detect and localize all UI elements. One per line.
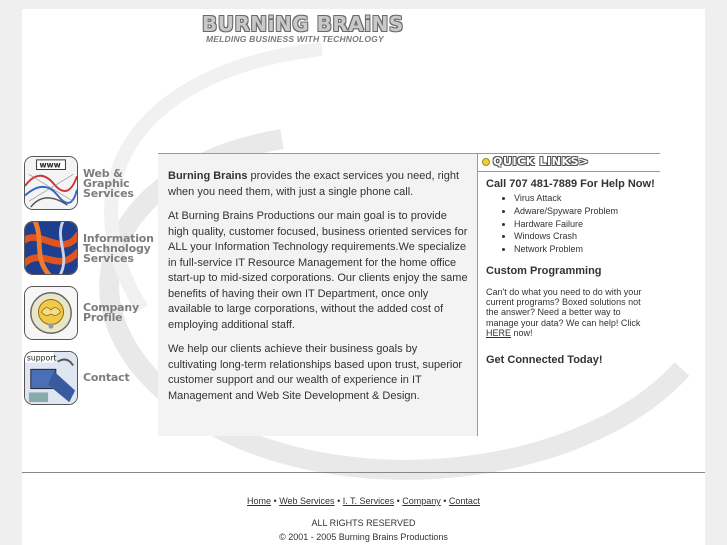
page-canvas [22, 9, 705, 545]
support-phone-icon [24, 351, 78, 405]
here-link[interactable]: HERE [486, 327, 512, 338]
footer-link-it-services[interactable]: I. T. Services [342, 496, 395, 506]
footer-divider [22, 472, 705, 473]
footer-link-contact[interactable]: Contact [448, 496, 480, 506]
nav-label-it: Information Technology Services [83, 232, 154, 265]
help-item[interactable]: • Adware/Spyware Problem [514, 205, 618, 218]
quick-links-header [478, 153, 660, 172]
svg-text:support: support [26, 353, 57, 363]
footer-links: Home • Web Services • I. T. Services • Company • Contact [247, 496, 480, 506]
quick-links-panel [478, 153, 660, 436]
get-connected-heading[interactable]: Get Connected Today! [486, 354, 603, 366]
clients-paragraph: We help our clients achieve their business goals by cultivating long-term relationships based upon trust, superior customer support and our wealth of experience in IT Management and Web Site Development & Design. [168, 343, 463, 402]
footer-copyright: © 2001 - 2005 Burning Brains Productions [279, 532, 448, 542]
call-heading[interactable]: Call 707 481-7889 For Help Now! [486, 178, 655, 190]
nav-web-graphic-services[interactable] [24, 156, 156, 212]
nav-label-contact: Contact [83, 371, 130, 384]
help-item[interactable]: • Hardware Failure [514, 218, 618, 231]
logo-tagline: MELDING BUSINESS WITH TECHNOLOGY [206, 34, 384, 44]
footer-link-home[interactable]: Home [247, 496, 272, 506]
help-list [486, 192, 618, 256]
nav-company-profile[interactable] [24, 286, 156, 342]
footer-rights: ALL RIGHTS RESERVED [311, 518, 416, 528]
help-item[interactable]: • Network Problem [514, 243, 618, 256]
intro-paragraph [168, 169, 469, 200]
intro-brand: Burning Brains [168, 170, 248, 182]
bullet-dot-icon [482, 158, 490, 166]
web-www-icon [24, 156, 78, 210]
brain-icon [24, 286, 78, 340]
nav-contact[interactable] [24, 351, 156, 407]
programming-text: Can't do what you need to do with your current programs? Boxed solutions not the answer? Need a better way to manage your data? We can help! Click HERE now! [486, 287, 642, 338]
brand-logo[interactable] [202, 12, 402, 48]
svg-text:www: www [39, 160, 61, 170]
nav-label-company: Company Profile [83, 301, 139, 324]
help-item[interactable]: • Virus Attack [514, 192, 618, 205]
intro-text: provides the exact services you need, right when you need them, with just a single phone call. [168, 170, 460, 198]
logo-title: BURNiNG BRAiNS [202, 12, 404, 36]
nav-it-services[interactable] [24, 221, 156, 277]
it-cables-icon [24, 221, 78, 275]
help-item[interactable]: • Windows Crash [514, 230, 618, 243]
quick-links-title: QUICK LINKS> [493, 155, 589, 168]
main-content [158, 153, 477, 436]
mission-paragraph: At Burning Brains Productions our main goal is to provide high quality, customer focused, business oriented services for ALL your Information Technology requirements.We specialize in full-service IT Resource Management for the home office start-up to mid-sized corporations. Our clients enjoy the same benefits of having their own IT Department, once only available to large corporations, without the added cost of employing additional staff. [168, 210, 468, 331]
footer-link-company[interactable]: Company [402, 496, 441, 506]
footer-link-web-services[interactable]: Web Services [279, 496, 335, 506]
programming-heading: Custom Programming [486, 265, 602, 277]
nav-label-web: Web & Graphic Services [83, 167, 134, 200]
